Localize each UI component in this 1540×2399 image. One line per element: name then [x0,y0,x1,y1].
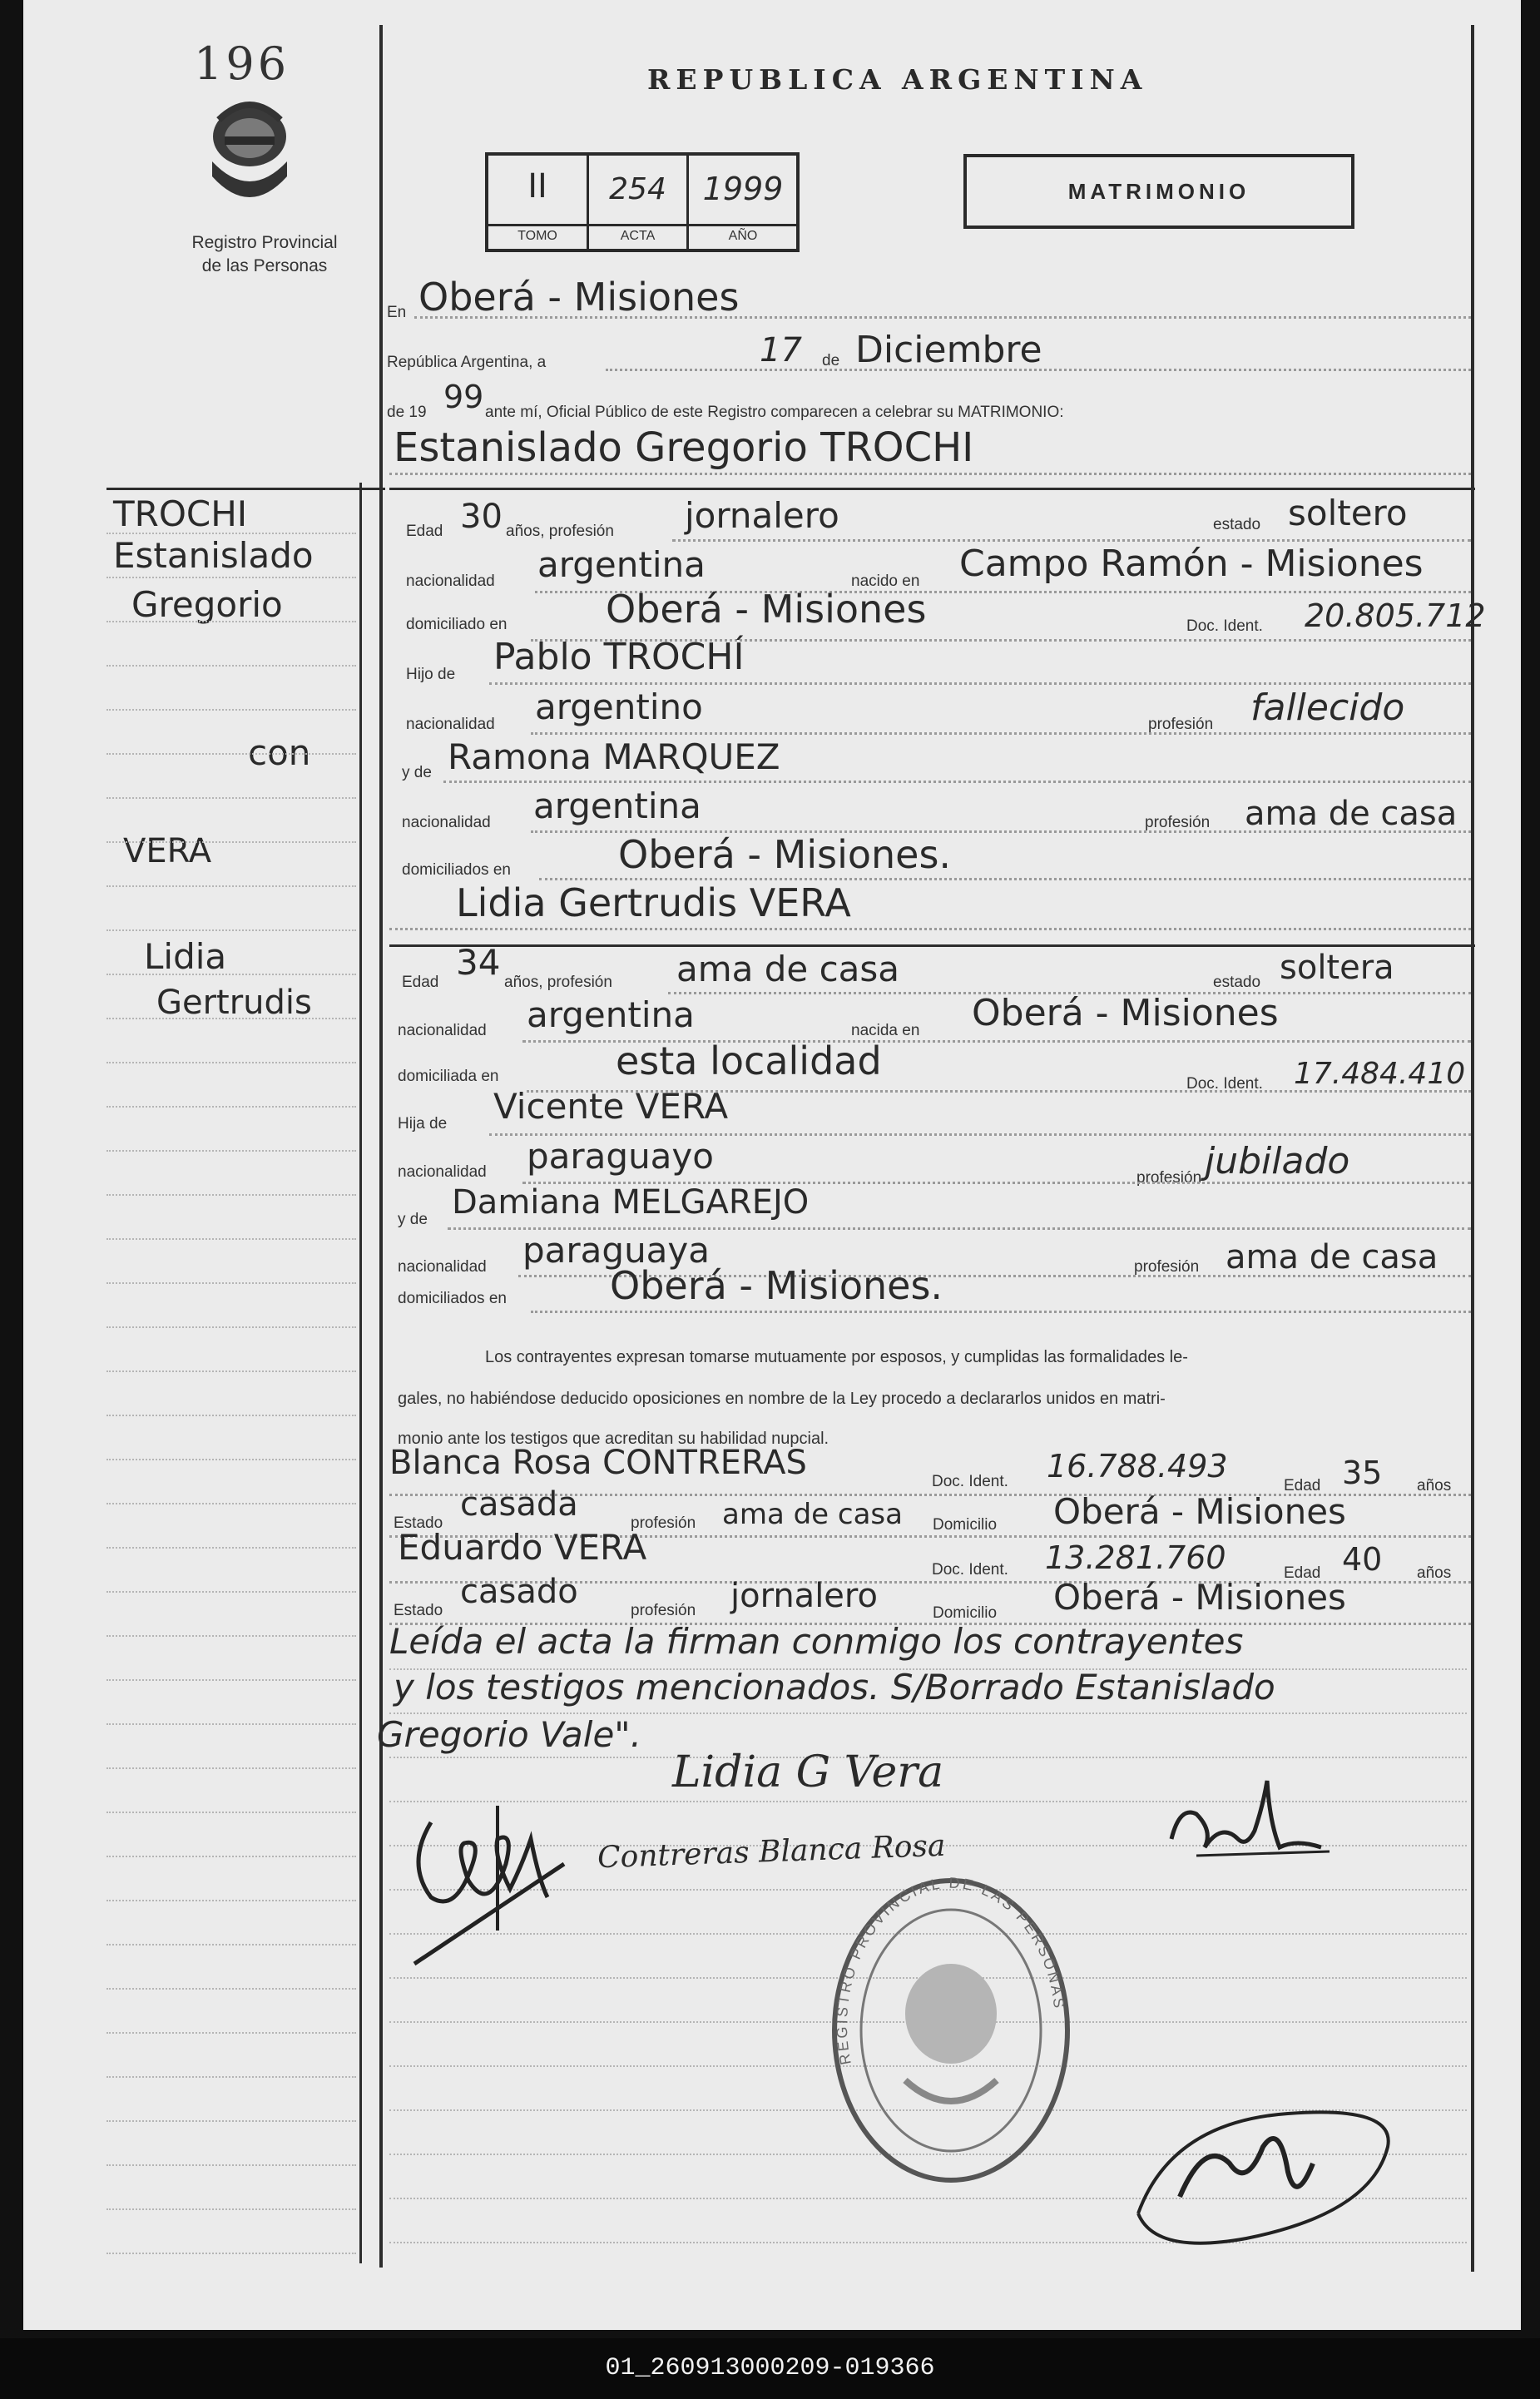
bride-profesion: ama de casa [676,949,900,989]
bride-madre-prof-label: profesión [1134,1258,1200,1276]
page-number: 196 [194,37,290,90]
groom-edad: 30 [460,498,503,536]
groom-anos-profesion-label: años, profesión [506,523,614,540]
margin-ruled-line [106,1635,356,1637]
bride-signature: Lidia G Vera [672,1747,944,1797]
witness2-doc-label: Doc. Ident. [932,1561,1008,1579]
witness1-name: Blanca Rosa CONTRERAS [389,1444,807,1482]
bride-madre-nac: paraguaya [522,1230,711,1271]
witness2-profesion: jornalero [730,1577,878,1615]
tomo-value: II [527,167,547,206]
margin-groom-surname: TROCHI [113,493,248,534]
witness1-estado-label: Estado [394,1514,443,1532]
bride-padre-label: Hija de [398,1115,448,1133]
groom-profesion: jornalero [685,495,839,536]
bride-doc: 17.484.410 [1294,1057,1466,1091]
margin-ruled-line [106,1415,356,1416]
margin-ruled-line [106,665,356,667]
registry-name-line1: Registro Provincial [191,233,338,252]
witness1-domicilio-label: Domicilio [933,1516,998,1534]
groom-doc-label: Doc. Ident. [1186,617,1263,635]
witness1-estado: casada [460,1485,578,1524]
margin-ruled-line [106,1238,356,1240]
margin-ruled-line [106,1150,356,1152]
official-signature-scribble [1163,1756,1346,1872]
margin-ruled-line [106,753,356,755]
margin-ruled-line [106,797,356,799]
bride-nacida: Oberá - Misiones [972,992,1279,1034]
margin-ruled-line [106,621,356,622]
registry-name-line2: de las Personas [201,256,328,275]
margin-ruled-line [106,974,356,975]
groom-domicilio-label: domiciliado en [406,616,508,633]
date-rule [606,369,1471,371]
groom-domicilio: Oberá - Misiones [606,587,927,632]
margin-ruled-line [106,1723,356,1725]
margin-ruled-line [106,533,356,534]
margin-ruled-line [106,577,356,578]
place-value: Oberá - Misiones [418,275,740,320]
certificate-page [23,0,1521,2330]
statement-text: ante mí, Oficial Público de este Registro comparecen a celebrar su MATRIMONIO: [485,404,1064,421]
bride-doc-label: Doc. Ident. [1186,1075,1263,1093]
bride-anos-profesion-label: años, profesión [504,974,612,991]
month-value: Diciembre [855,329,1042,371]
margin-ruled-line [106,2208,356,2210]
seal-inscription: REGISTRO PROVINCIAL DE LAS PERSONAS [833,1874,1068,2067]
margin-bride-given1: Lidia [144,936,227,977]
groom-estado: soltero [1288,493,1408,533]
bride-nacionalidad-label: nacionalidad [398,1022,487,1039]
groom-doc: 20.805.712 [1305,597,1486,634]
bride-estado: soltera [1280,949,1394,987]
witness1-edad: 35 [1342,1455,1383,1491]
declaration-line3: monio ante los testigos que acreditan su habilidad nupcial. [398,1430,829,1448]
document-type-label: MATRIMONIO [1067,178,1250,204]
margin-ruled-line [106,1106,356,1108]
body-ruled-line [389,1713,1467,1714]
margin-ruled-line [106,2164,356,2166]
groom-full-name: Estanislado Gregorio TROCHI [394,424,974,471]
bride-madre-nac-label: nacionalidad [398,1258,487,1276]
bride-edad: 34 [456,942,501,983]
margin-right-divider [359,483,362,2263]
margin-ruled-line [106,1812,356,1813]
witness2-profesion-label: profesión [631,1602,696,1619]
margin-ruled-line [106,2076,356,2078]
groom-edad-label: Edad [406,523,443,540]
margin-ruled-line [106,929,356,931]
margin-ruled-line [106,1459,356,1460]
bride-padre-prof: jubilado [1205,1140,1350,1182]
margin-ruled-line [106,1326,356,1328]
right-border-line [1471,25,1474,2272]
bride-nacionalidad: argentina [527,994,695,1035]
day-value: 17 [760,331,802,369]
witness1-profesion-label: profesión [631,1514,696,1532]
left-column-divider [379,25,383,2268]
margin-ruled-line [106,2120,356,2122]
groom-padre-nac: argentino [535,686,703,727]
witness-signature: Contreras Blanca Rosa [597,1828,946,1876]
anio-value: 1999 [702,171,784,207]
margin-bride-given2: Gertrudis [156,984,312,1022]
en-label: En [387,304,407,321]
margin-con: con [248,732,311,773]
groom-block-top-rule [389,488,1475,490]
margin-top-rule [106,488,385,490]
bride-padre-prof-label: profesión [1136,1169,1202,1187]
groom-padres-dom: Oberá - Misiones. [618,832,952,877]
acta-value: 254 [609,172,666,206]
country-heading: REPUBLICA ARGENTINA [647,63,1148,96]
year-suffix: 99 [443,379,484,415]
body-ruled-line [389,1668,1467,1670]
bride-domicilio: esta localidad [616,1038,882,1083]
bride-padre-nac-label: nacionalidad [398,1163,487,1181]
bride-padre: Vicente VERA [493,1086,729,1127]
witness2-doc: 13.281.760 [1045,1539,1226,1576]
margin-ruled-line [106,2253,356,2254]
bride-madre-label: y de [398,1211,428,1228]
closing-line2: y los testigos mencionados. S/Borrado Estanislado [394,1667,1275,1708]
bride-nacida-label: nacida en [851,1022,920,1039]
bride-edad-label: Edad [402,974,439,991]
groom-padres-dom-label: domiciliados en [402,861,511,879]
bride-block-top-rule [389,944,1475,947]
groom-padre: Pablo TROCHÍ [493,636,745,678]
witness1-anos-label: años [1417,1477,1452,1494]
republica-label: República Argentina, a [387,354,547,371]
margin-ruled-line [106,1988,356,1990]
groom-nacionalidad-label: nacionalidad [406,572,495,590]
witness1-edad-label: Edad [1284,1477,1321,1494]
groom-padre-nac-label: nacionalidad [406,716,495,733]
groom-padre-prof-label: profesión [1148,716,1214,733]
witness1-profesion: ama de casa [722,1498,903,1531]
coat-of-arms-emblem [194,93,306,214]
groom-nacido-label: nacido en [851,572,920,590]
document-type-box [963,154,1354,229]
anio-label: AÑO [728,229,758,243]
groom-name-rule [389,473,1471,475]
bride-domicilio-label: domiciliada en [398,1068,499,1085]
witness2-anos-label: años [1417,1564,1452,1582]
witness1-doc-label: Doc. Ident. [932,1473,1008,1490]
margin-ruled-line [106,2032,356,2034]
witness2-edad: 40 [1342,1541,1383,1578]
groom-signature-scribble [398,1764,614,1972]
groom-padre-prof: fallecido [1250,686,1405,729]
witness2-estado: casado [460,1573,578,1611]
acta-label: ACTA [620,229,656,243]
tomo-label: TOMO [517,229,557,243]
margin-ruled-line [106,1194,356,1196]
groom-madre-nac: argentina [533,786,701,826]
place-rule [414,316,1471,319]
groom-madre-label: y de [402,764,432,781]
bride-padres-dom: Oberá - Misiones. [610,1263,943,1308]
witness2-edad-label: Edad [1284,1564,1321,1582]
witness1-domicilio: Oberá - Misiones [1053,1491,1346,1532]
bride-madre-prof: ama de casa [1226,1238,1438,1276]
image-id-caption: 01_260913000209-019366 [0,2338,1540,2399]
record-box [485,152,800,252]
margin-ruled-line [106,1591,356,1593]
closing-line1: Leída el acta la firman conmigo los contrayentes [389,1621,1244,1662]
margin-ruled-line [106,1547,356,1549]
margin-bride-surname: VERA [123,832,212,870]
groom-nacido: Campo Ramón - Misiones [959,543,1424,585]
year-prefix: de 19 [387,404,427,421]
margin-ruled-line [106,1282,356,1284]
de-label: de [822,352,840,369]
margin-ruled-line [106,1900,356,1901]
margin-ruled-line [106,1856,356,1857]
witness2-name: Eduardo VERA [398,1527,647,1568]
witness2-domicilio: Oberá - Misiones [1053,1577,1346,1618]
margin-ruled-line [106,1944,356,1945]
bride-padre-nac: paraguayo [527,1136,714,1177]
witness2-estado-label: Estado [394,1602,443,1619]
margin-ruled-line [106,885,356,887]
official-seal [826,1872,1076,2188]
margin-ruled-line [106,1679,356,1681]
groom-madre-nac-label: nacionalidad [402,814,491,831]
registrar-signature-scribble [1122,2089,1421,2255]
declaration-line1: Los contrayentes expresan tomarse mutuamente por esposos, y cumplidas las formalidades le- [485,1348,1188,1366]
declaration-line2: gales, no habiéndose deducido oposiciones en nombre de la Ley procedo a declararlos unidos en matri- [398,1390,1166,1408]
margin-ruled-line [106,841,356,843]
groom-estado-label: estado [1213,516,1261,533]
groom-madre-prof-label: profesión [1145,814,1211,831]
margin-ruled-line [106,1062,356,1063]
bride-full-name: Lidia Gertrudis VERA [456,880,851,925]
witness1-doc: 16.788.493 [1047,1448,1228,1485]
groom-madre: Ramona MARQUEZ [448,736,780,777]
closing-line3: Gregorio Vale". [377,1714,641,1755]
margin-ruled-line [106,1371,356,1372]
margin-ruled-line [106,1018,356,1019]
margin-groom-given1: Estanislado [113,535,314,576]
margin-groom-given2: Gregorio [131,584,283,625]
margin-ruled-line [106,1767,356,1769]
groom-padre-label: Hijo de [406,666,456,683]
groom-madre-prof: ama de casa [1245,795,1458,833]
groom-nacionalidad: argentina [537,544,706,585]
margin-ruled-line [106,1503,356,1504]
bride-estado-label: estado [1213,974,1261,991]
witness2-domicilio-label: Domicilio [933,1604,998,1622]
bride-padres-dom-label: domiciliados en [398,1290,507,1307]
margin-ruled-line [106,709,356,711]
bride-madre: Damiana MELGAREJO [452,1183,810,1222]
